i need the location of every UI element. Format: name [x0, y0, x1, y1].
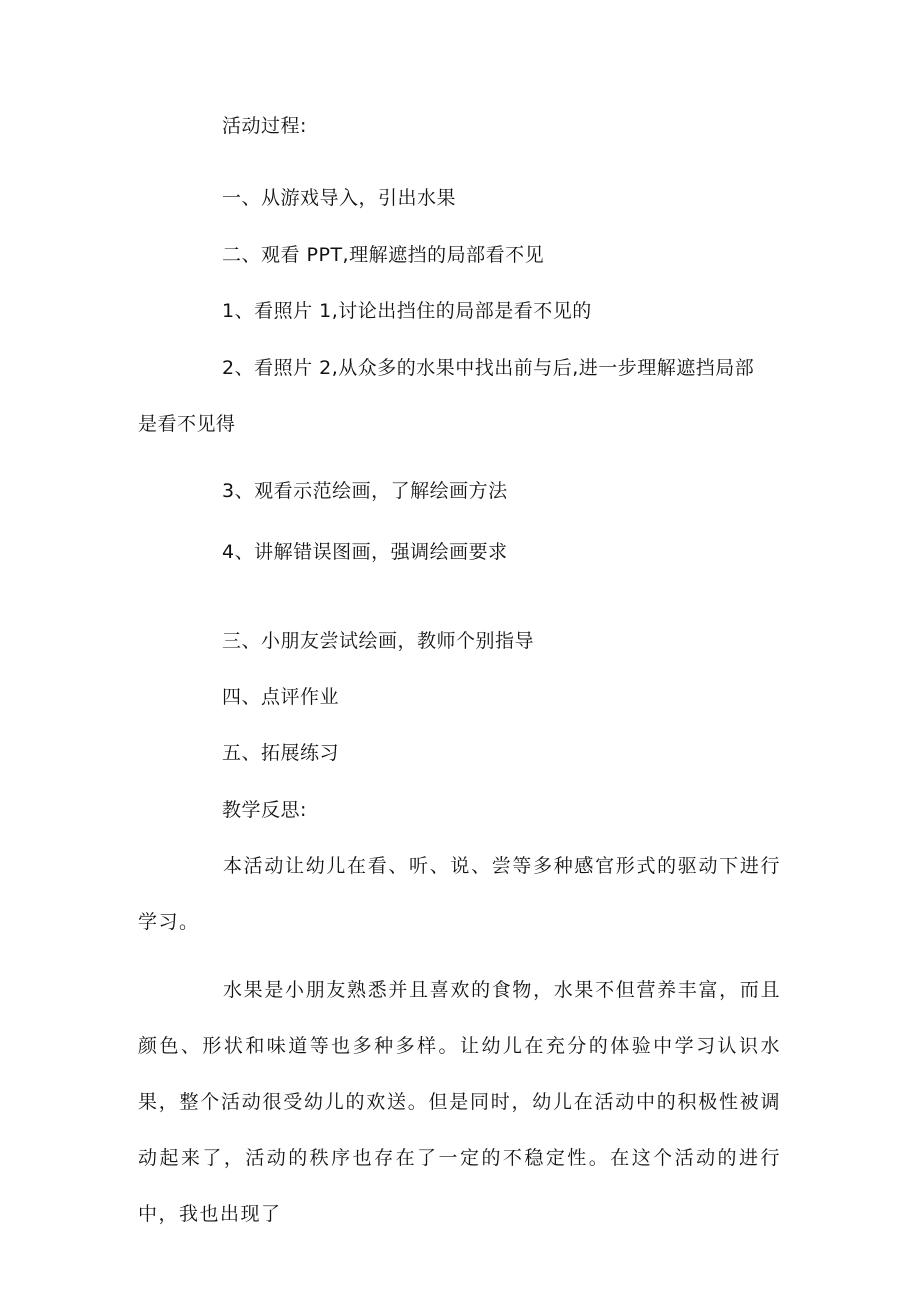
- step-item: 二、观看 PPT,理解遮挡的局部看不见: [222, 244, 545, 266]
- step-item: 一、从游戏导入，引出水果: [222, 187, 457, 209]
- step-item: 4、讲解错误图画，强调绘画要求: [222, 541, 508, 563]
- step-item: 三、小朋友尝试绘画，教师个别指导: [222, 630, 535, 652]
- step-item: 2、看照片 2,从众多的水果中找出前与后,进一步理解遮挡局部: [222, 357, 755, 379]
- reflection-paragraph: 水果是小朋友熟悉并且喜欢的食物，水果不但营养丰富，而且颜色、形状和味道等也多种多样。让幼儿在充分的体验中学习认识水果，整个活动很受幼儿的欢送。但是同时，幼儿在活动中的积极性被调动起来了，活动的秩序也存在了一定的不稳定性。在这个活动的进行中，我也出现了: [138, 979, 781, 1225]
- step-item: 五、拓展练习: [222, 742, 340, 764]
- section-heading: 活动过程:: [222, 115, 307, 137]
- step-item-continuation: 是看不见得: [138, 413, 236, 435]
- step-item: 四、点评作业: [222, 686, 340, 708]
- step-item: 1、看照片 1,讨论出挡住的局部是看不见的: [222, 300, 592, 322]
- reflection-paragraph: 本活动让幼儿在看、听、说、尝等多种感官形式的驱动下进行学习。: [138, 855, 781, 933]
- step-item: 3、观看示范绘画，了解绘画方法: [222, 480, 508, 502]
- reflection-title: 教学反思:: [222, 799, 307, 821]
